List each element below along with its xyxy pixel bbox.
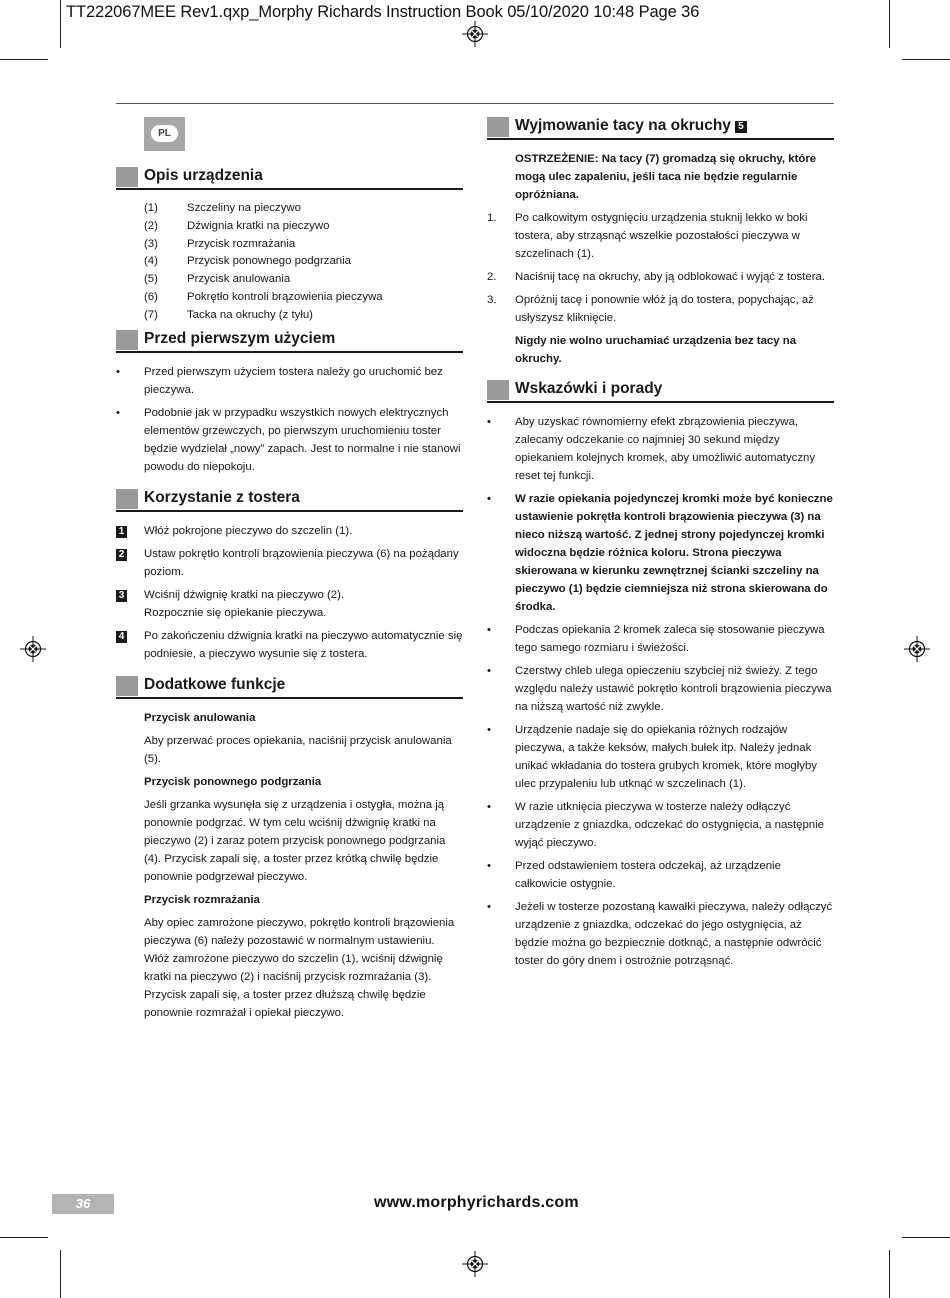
step-text: Rozpocznie się opiekanie pieczywa. [144, 606, 327, 619]
subheading: Przycisk rozmrażania [144, 893, 260, 906]
bullet: • [116, 406, 120, 419]
part-name: Szczeliny na pieczywo [187, 202, 301, 214]
step-text: Ustaw pokrętło kontroli brązowienia pieczywa (6) na pożądany poziom. [144, 547, 459, 578]
step-item [116, 522, 463, 540]
bullet: • [487, 665, 491, 677]
tip-item [487, 413, 834, 485]
crop-mark [60, 0, 61, 48]
step-item [487, 291, 834, 327]
section-title: Opis urządzenia [144, 167, 263, 184]
print-slug: TT222067MEE Rev1.qxp_Morphy Richards Instruction Book 05/10/2020 10:48 Page 36 [66, 3, 700, 21]
step-number-box: 2 [116, 549, 127, 561]
step-number: 2. [487, 271, 497, 283]
part-name: Dźwignia kratki na pieczywo [187, 219, 330, 232]
tip-text: Podczas opiekania 2 kromek zaleca się stosowanie pieczywa tego samego rozmiaru i świeżości. [515, 624, 825, 654]
bullet-text: Podobnie jak w przypadku wszystkich nowych elektrycznych elementów grzewczych, po pierwszym uruchomieniu toster będzie wydzielał „nowy” zapach. Jest to normalne i nie stanowi powodu do niepokoju. [144, 406, 461, 473]
part-number: (2) [144, 219, 158, 232]
paragraph: Jeśli grzanka wysunęła się z urządzenia i ostygła, można ją ponownie podgrzać. W tym celu wciśnij dźwignię kratki na pieczywo (2) i zaraz potem przycisk ponownego podgrzania (4). Przycisk zapali się, a toster przez krótką chwilę będzie ponownie podgrzewał pieczywo. [144, 798, 446, 883]
section-title: Przed pierwszym użyciem [144, 329, 336, 347]
part-number: (4) [144, 255, 158, 268]
section-header-przed [116, 329, 463, 353]
step-text: Opróżnij tacę i ponownie włóż ją do tostera, popychając, aż usłyszysz kliknięcie. [515, 294, 814, 324]
tip-text: Przed odstawieniem tostera odczekaj, aż urządzenie całkowicie ostygnie. [515, 860, 781, 890]
tip-text: W razie utknięcia pieczywa w tosterze należy odłączyć urządzenie z gniazdka, odczekać do ostygnięcia, a następnie wyjąć pieczywo. [515, 801, 825, 849]
list-item [116, 289, 463, 307]
list-item [116, 200, 463, 218]
section-marker [487, 117, 509, 137]
list-item [116, 253, 463, 271]
section-title-text: Wyjmowanie tacy na okruchy [515, 117, 731, 134]
list-item [116, 236, 463, 254]
page-number: 36 [52, 1194, 114, 1214]
part-number: (5) [144, 273, 158, 286]
section-marker [116, 489, 138, 509]
part-name: Pokrętło kontroli brązowienia pieczywa [187, 290, 383, 303]
step-text: Po zakończeniu dźwignia kratki na pieczywo automatycznie się podniesie, a pieczywo wysunie się z tostera. [144, 629, 463, 660]
warning-text: OSTRZEŻENIE: Na tacy (7) gromadzą się okruchy, które mogą ulec zapaleniu, jeśli taca nie będzie regularnie opróżniana. [515, 153, 817, 201]
step-text: Naciśnij tacę na okruchy, aby ją odblokować i wyjąć z tostera. [515, 271, 826, 283]
section-title: Dodatkowe funkcje [144, 675, 286, 693]
crop-mark [902, 59, 950, 60]
tip-item [487, 490, 834, 616]
figure-number-box: 5 [735, 121, 747, 133]
tip-item [487, 721, 834, 793]
part-number: (7) [144, 308, 158, 321]
parts-list [116, 200, 463, 325]
part-number: (1) [144, 202, 158, 214]
part-name: Przycisk ponownego podgrzania [187, 255, 351, 268]
list-item [116, 307, 463, 325]
registration-mark-icon [904, 636, 930, 662]
tip-text: Aby uzyskać równomierny efekt zbrązowienia pieczywa, zalecamy odczekanie co najmniej 30 sekund między opiekaniem kolejnych kromek, aby umożliwić automatyczny reset tej funkcji. [515, 416, 816, 482]
step-item [116, 627, 463, 663]
crop-mark [889, 1250, 890, 1298]
tip-item [487, 662, 834, 716]
step-text: Po całkowitym ostygnięciu urządzenia stuknij lekko w boki tostera, aby strząsnąć wszelkie pozostałości pieczywa w szczelinach (1). [515, 212, 808, 260]
tip-text: Czerstwy chleb ulega opieczeniu szybciej niż świeży. Z tego względu należy ustawić pokrętło kontroli brązowienia pieczywa na niższą wartość niż zwykle. [515, 665, 832, 713]
list-item [116, 271, 463, 289]
step-number-box: 3 [116, 590, 127, 602]
section-header-opis [116, 166, 463, 190]
tip-item [487, 798, 834, 852]
part-number: (6) [144, 290, 158, 303]
section-marker [116, 167, 138, 187]
subheading: Przycisk ponownego podgrzania [144, 775, 322, 788]
left-column [116, 166, 463, 1027]
step-text: Wciśnij dźwignię kratki na pieczywo (2). [144, 588, 345, 601]
website-url: www.morphyrichards.com [374, 1194, 579, 1211]
part-name: Przycisk anulowania [187, 273, 291, 286]
crop-mark [0, 1237, 48, 1238]
step-number: 1. [487, 212, 497, 224]
bullet: • [487, 801, 491, 813]
registration-mark-icon [462, 1251, 488, 1277]
paragraph: Aby przerwać proces opiekania, naciśnij przycisk anulowania (5). [144, 734, 452, 765]
bullet: • [487, 624, 491, 636]
bullet-text: Przed pierwszym użyciem tostera należy go uruchomić bez pieczywa. [144, 365, 443, 396]
list-item [116, 218, 463, 236]
step-text: Włóż pokrojone pieczywo do szczelin (1). [144, 524, 353, 537]
crop-mark [60, 1250, 61, 1298]
language-badge [144, 117, 185, 151]
step-item [116, 545, 463, 581]
bullet: • [116, 365, 120, 378]
part-number: (3) [144, 237, 158, 250]
section-title: Wskazówki i porady [515, 380, 663, 397]
tip-text: Jeżeli w tosterze pozostaną kawałki pieczywa, należy odłączyć urządzenie z gniazdka, odczekać do jego ostygnięcia, aż będzie można go bezpiecznie dotknąć, a następnie odwrócić toster do góry dnem i ostrożnie potrząsnąć. [515, 901, 833, 967]
tip-text: Urządzenie nadaje się do opiekania różnych rodzajów pieczywa, a także keksów, małych bułek itp. Należy jednak unikać wkładania do tostera grubych kromek, które mogłyby ulec przypaleniu lub utknąć w szczelinach (1). [515, 724, 817, 790]
section-title [515, 117, 747, 135]
bullet: • [487, 901, 491, 913]
note-text: Nigdy nie wolno uruchamiać urządzenia bez tacy na okruchy. [515, 335, 797, 365]
tip-item [487, 898, 834, 970]
bullet-item [116, 363, 463, 399]
tip-item [487, 621, 834, 657]
registration-mark-icon [462, 21, 488, 47]
step-item [487, 268, 834, 286]
section-title: Korzystanie z tostera [144, 488, 300, 506]
bullet: • [487, 724, 491, 736]
section-header-dodatkowe [116, 675, 463, 699]
part-name: Przycisk rozmrażania [187, 237, 296, 250]
header-rule [116, 103, 834, 104]
language-label: PL [151, 125, 178, 142]
section-marker [116, 676, 138, 696]
paragraph: Aby opiec zamrożone pieczywo, pokrętło kontroli brązowienia pieczywa (6) należy pozostawić w normalnym ustawieniu. Włóż zamrożone pieczywo do szczelin (1), wciśnij dźwignię kratki na pieczywo (2) i naciśnij przycisk rozmrażania (3). Przycisk zapali się, a toster przez dłuższą chwilę będzie ponownie rozmrażał i opiekał pieczywo. [144, 916, 455, 1019]
crop-mark [0, 59, 48, 60]
step-item [487, 209, 834, 263]
crop-mark [902, 1237, 950, 1238]
bullet: • [487, 416, 491, 428]
step-item [116, 586, 463, 622]
section-marker [116, 330, 138, 350]
bullet: • [487, 860, 491, 872]
step-number-box: 1 [116, 526, 127, 538]
section-header-wyjmowanie [487, 116, 834, 140]
crop-mark [889, 0, 890, 48]
step-number-box: 4 [116, 631, 127, 643]
bullet: • [487, 493, 491, 505]
right-column [487, 116, 834, 975]
step-number: 3. [487, 294, 497, 306]
part-name: Tacka na okruchy (z tyłu) [187, 308, 313, 321]
section-header-korzystanie [116, 488, 463, 512]
registration-mark-icon [20, 636, 46, 662]
section-header-wskazowki [487, 379, 834, 403]
section-marker [487, 380, 509, 400]
tip-item [487, 857, 834, 893]
bullet-item [116, 404, 463, 476]
tip-text: W razie opiekania pojedynczej kromki może być konieczne ustawienie pokrętła kontroli brązowienia pieczywa (3) na nieco niższą wartość. Z jednej strony pojedynczej kromki widoczna będzie różnica koloru. Strona pieczywa skierowana w kierunku zewnętrznej ścianki szczeliny na pieczywo (1) będzie ciemniejsza niż strona skierowana do środka. [515, 493, 833, 613]
subheading: Przycisk anulowania [144, 711, 256, 724]
